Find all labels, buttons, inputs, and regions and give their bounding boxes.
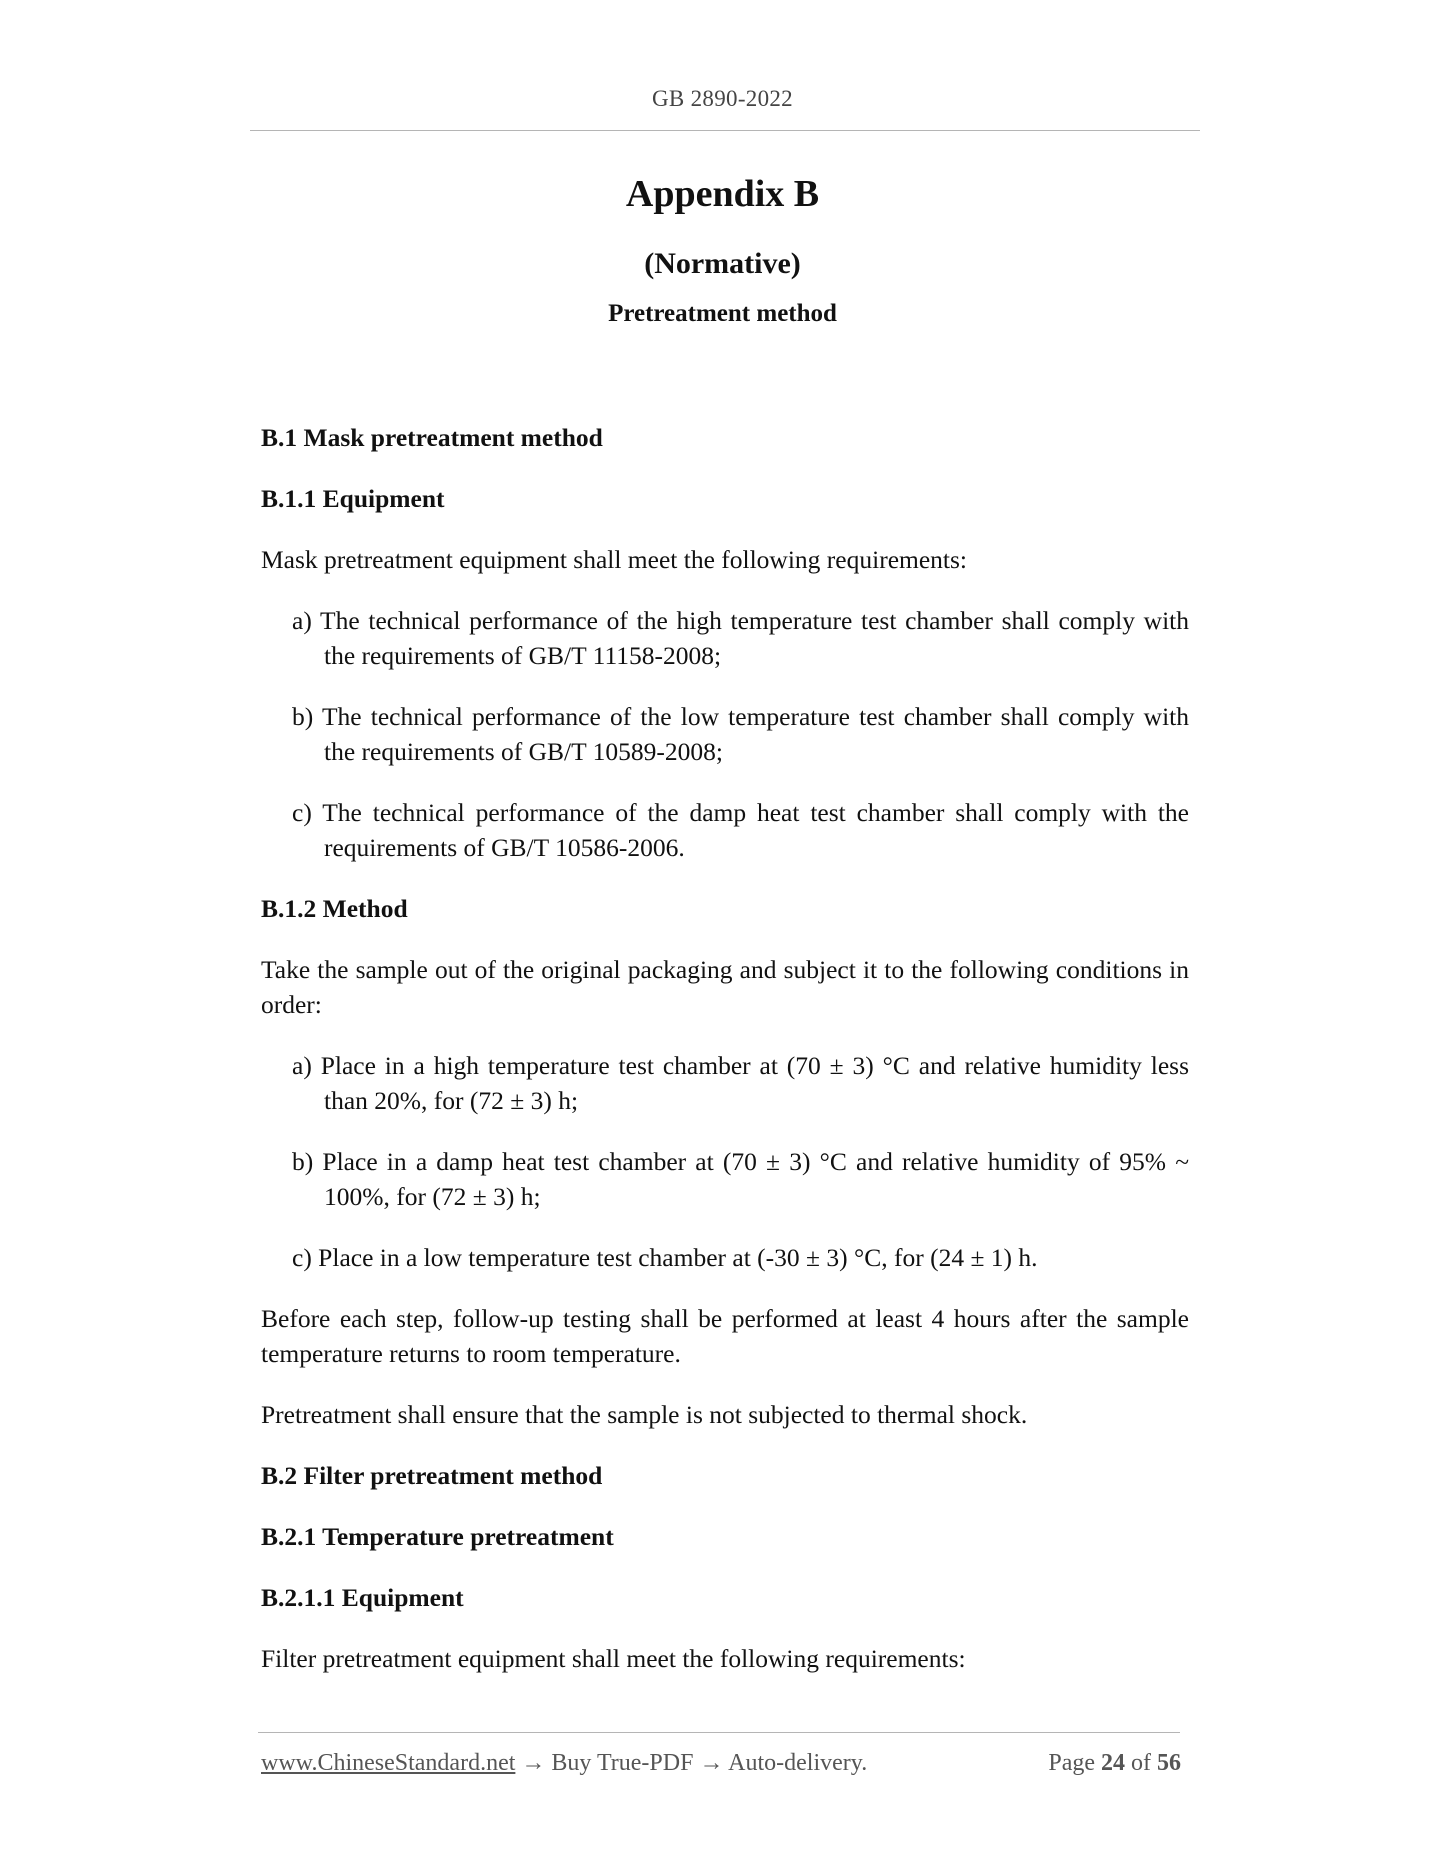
list-item: b) The technical performance of the low temperature test chamber shall comply with the requirements of GB/T 10589-2008;	[292, 702, 1189, 766]
normative-label: (Normative)	[644, 247, 801, 280]
list-item: c) Place in a low temperature test chamber at (-30 ± 3) °C, for (24 ± 1) h.	[292, 1243, 1038, 1272]
appendix-subject: Pretreatment method	[608, 300, 837, 327]
list-item: b) Place in a damp heat test chamber at (70 ± 3) °C and relative humidity of 95% ~ 100%, for (72 ± 3) h;	[292, 1147, 1189, 1211]
arrow-right-icon: →	[693, 1750, 729, 1776]
of-label: of	[1125, 1750, 1157, 1776]
section-heading-b1-2: B.1.2 Method	[261, 894, 408, 923]
section-heading-b1-1: B.1.1 Equipment	[261, 484, 445, 513]
header-doc-code: GB 2890-2022	[652, 86, 793, 111]
footer-promo	[261, 1750, 867, 1777]
paragraph: Mask pretreatment equipment shall meet the following requirements:	[261, 545, 968, 574]
paragraph: Take the sample out of the original packaging and subject it to the following conditions in order:	[261, 955, 1189, 1019]
header-divider	[250, 130, 1200, 131]
auto-delivery-text: Auto-delivery.	[728, 1750, 868, 1776]
site-link[interactable]: www.ChineseStandard.net	[261, 1750, 516, 1776]
page-number: 24	[1101, 1750, 1125, 1776]
page-label: Page	[1048, 1750, 1101, 1776]
body-content	[261, 420, 1189, 1702]
page-total: 56	[1157, 1750, 1181, 1776]
paragraph: Pretreatment shall ensure that the sample is not subjected to thermal shock.	[261, 1400, 1028, 1429]
appendix-title: Appendix B	[625, 173, 820, 215]
section-heading-b2: B.2 Filter pretreatment method	[261, 1461, 603, 1490]
list-item: a) The technical performance of the high temperature test chamber shall comply with the requirements of GB/T 11158-2008;	[292, 606, 1189, 670]
section-heading-b2-1-1: B.2.1.1 Equipment	[261, 1583, 464, 1612]
section-heading-b1: B.1 Mask pretreatment method	[261, 423, 603, 452]
arrow-right-icon: →	[515, 1750, 552, 1776]
list-item: a) Place in a high temperature test chamber at (70 ± 3) °C and relative humidity less than 20%, for (72 ± 3) h;	[292, 1051, 1189, 1115]
section-heading-b2-1: B.2.1 Temperature pretreatment	[261, 1522, 614, 1551]
footer-divider	[258, 1732, 1180, 1733]
page-indicator	[1048, 1750, 1181, 1777]
paragraph: Before each step, follow-up testing shall be performed at least 4 hours after the sample temperature returns to room temperature.	[261, 1304, 1189, 1368]
buy-pdf-text: Buy True-PDF	[551, 1750, 694, 1776]
paragraph: Filter pretreatment equipment shall meet the following requirements:	[261, 1644, 966, 1673]
list-item: c) The technical performance of the damp heat test chamber shall comply with the requirements of GB/T 10586-2006.	[292, 798, 1189, 862]
